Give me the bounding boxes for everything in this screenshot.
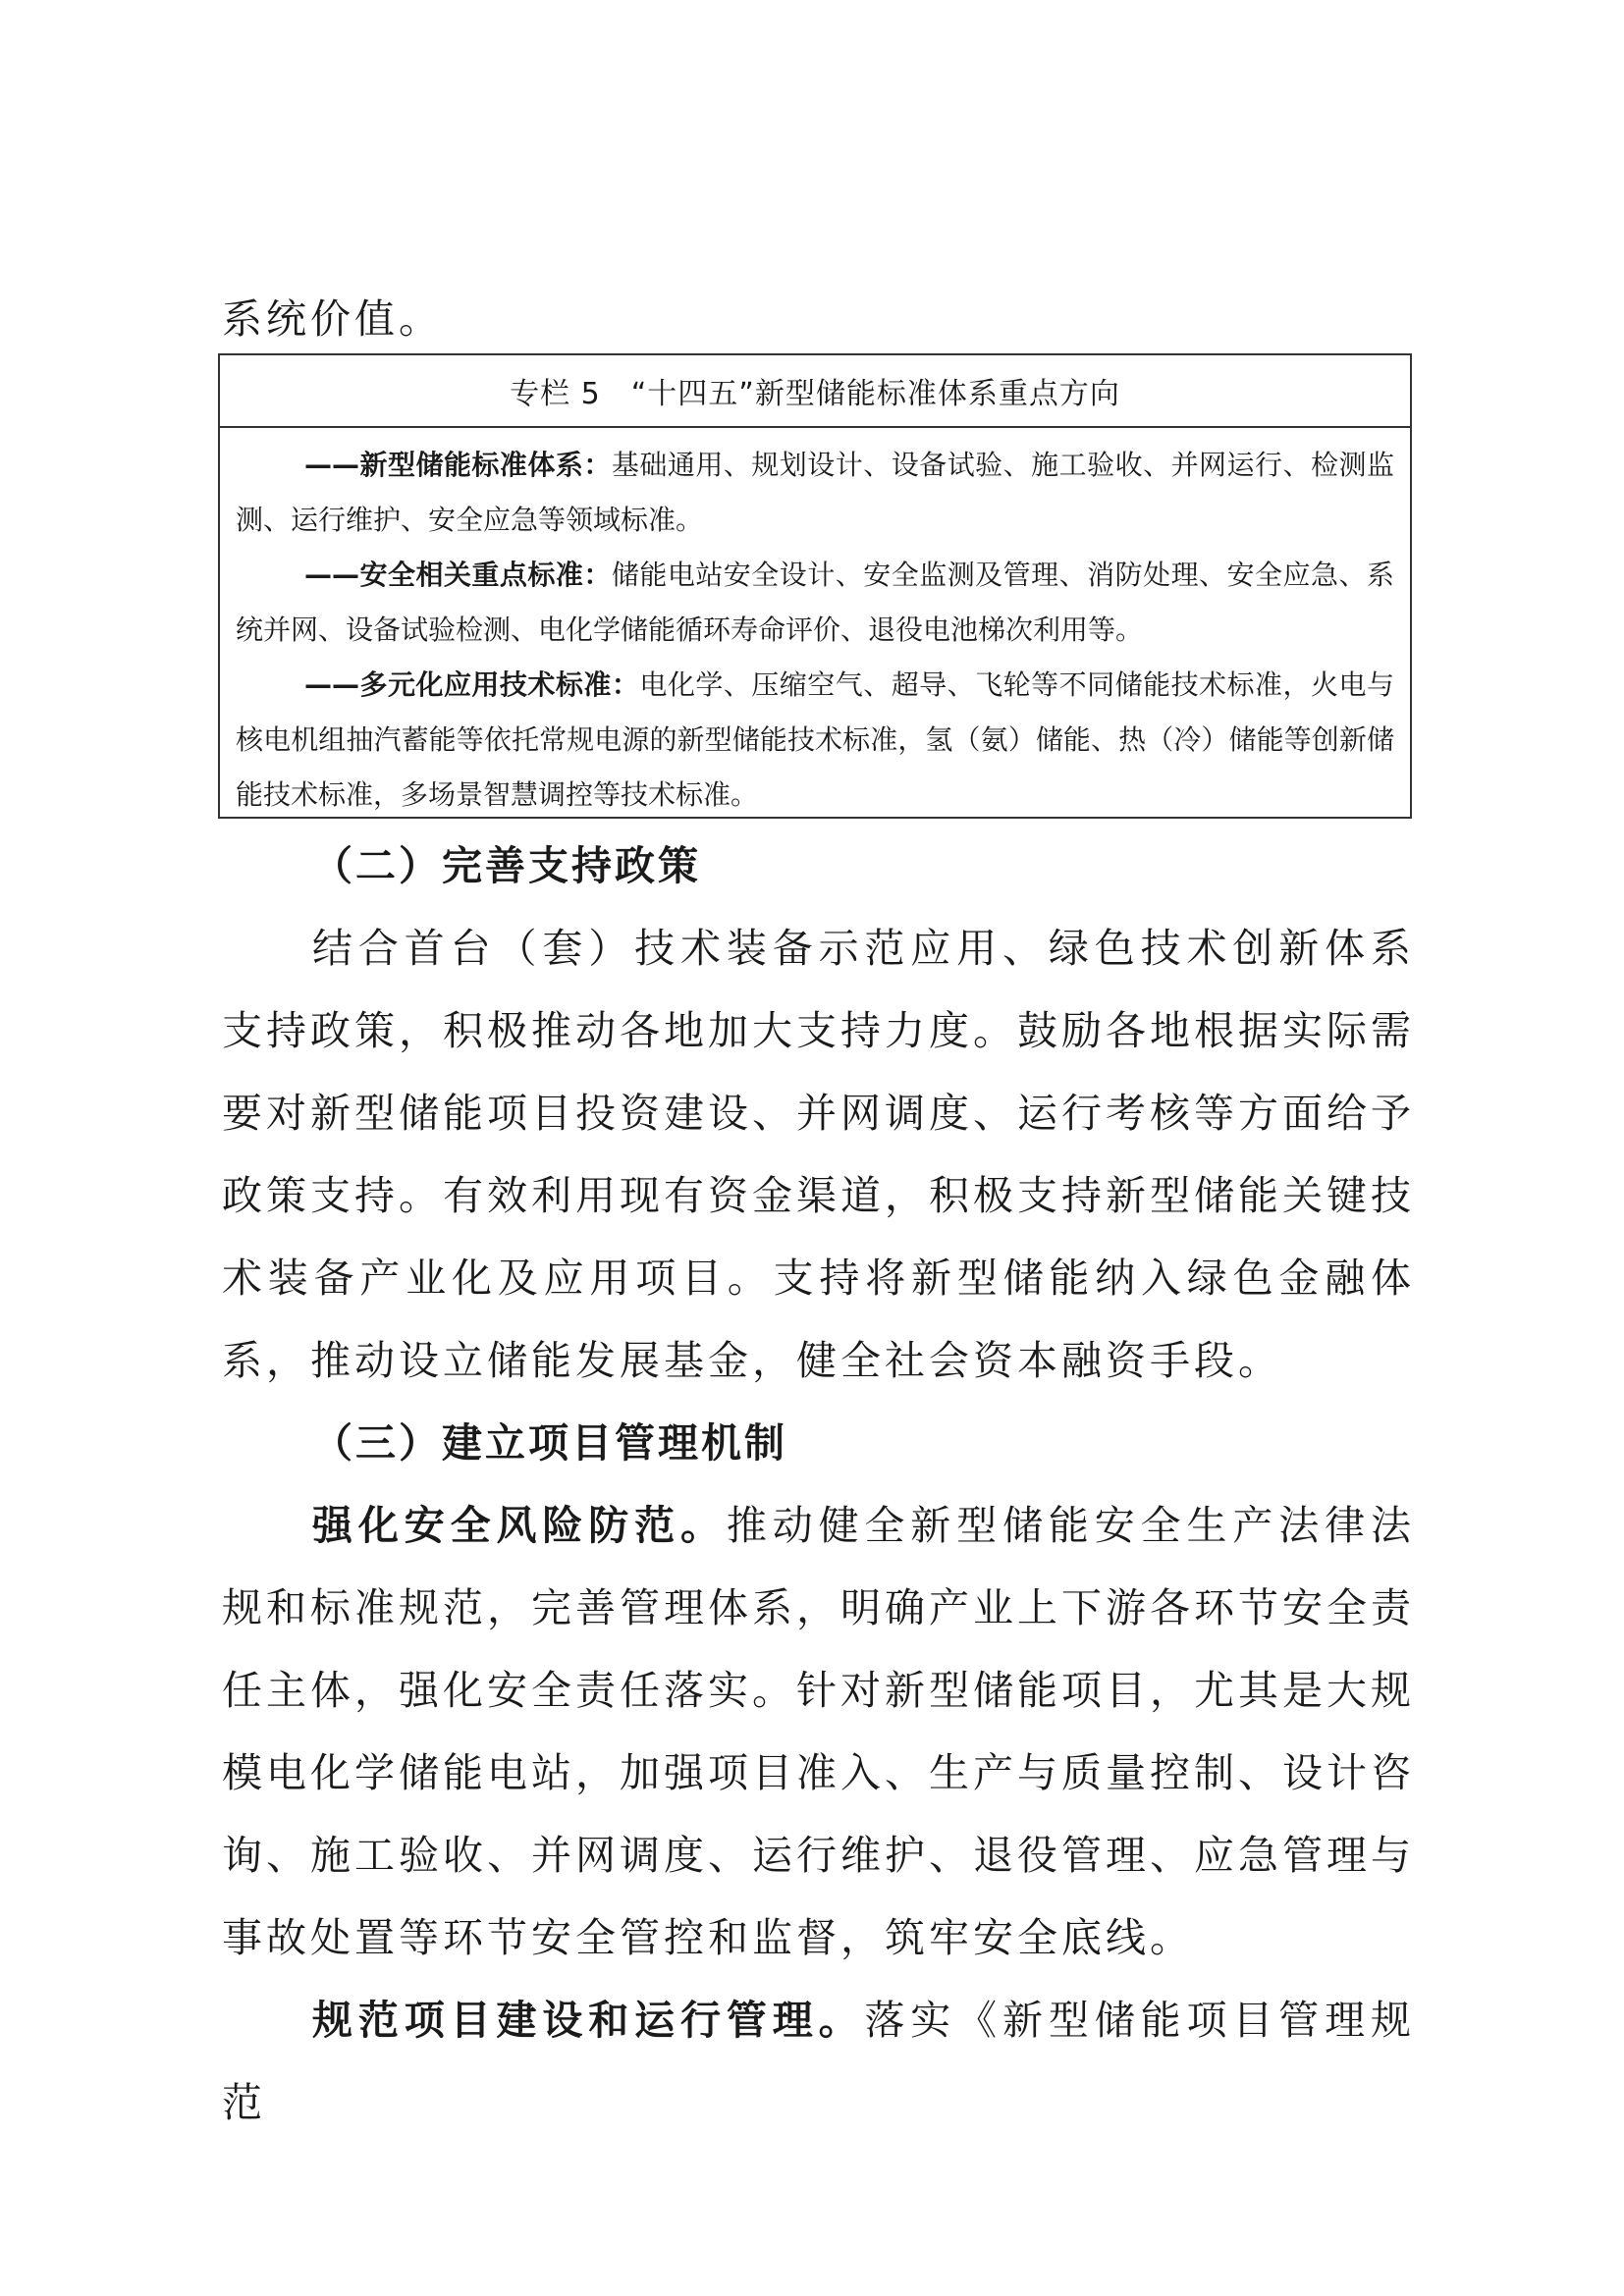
box-item-lead: ——安全相关重点标准： [304,559,612,591]
box-item-text: 储能电站安全设计、安全监测及管理、消防处理、安全应急、系统并网、设备试验检测、电化学储能循环寿命评价、退役电池梯次利用等。 [236,559,1394,646]
paragraph-support-policy: 结合首台（套）技术装备示范应用、绿色技术创新体系支持政策，积极推动各地加大支持力度。鼓励各地根据实际需要对新型储能项目投资建设、并网调度、运行考核等方面给予政策支持。有效利用现有资金渠道，积极支持新型储能关键技术装备产业化及应用项目。支持将新型储能纳入绿色金融体系，推动设立储能发展基金，健全社会资本融资手段。 [222,925,1415,1384]
box-item-lead: ——多元化应用技术标准： [304,668,640,701]
box-item-application-standards [236,658,1394,823]
paragraph-body: 落实《新型储能项目管理规范 [222,1997,1416,2126]
paragraph-safety-risk [222,1484,1415,1979]
section-heading-project-management: （三）建立项目管理机制 [312,1419,787,1467]
paragraph-lead: 规范项目建设和运行管理。 [312,1997,865,2044]
box-title: 专栏 5 “十四五”新型储能标准体系重点方向 [220,355,1410,428]
box-item-text: 电化学、压缩空气、超导、飞轮等不同储能技术标准，火电与核电机组抽汽蓄能等依托常规电源的新型储能技术标准，氢（氨）储能、热（冷）储能等创新储能技术标准，多场景智慧调控等技术标准。 [236,668,1394,811]
box-body [220,428,1410,823]
column-box [218,353,1412,819]
continuation-text: 系统价值。 [222,295,443,343]
paragraph-body: 推动健全新型储能安全生产法律法规和标准规范，完善管理体系，明确产业上下游各环节安全责任主体，强化安全责任落实。针对新型储能项目，尤其是大规模电化学储能电站，加强项目准入、生产与质量控制、设计咨询、施工验收、并网调度、运行维护、退役管理、应急管理与事故处置等环节安全管控和监督，筑牢安全底线。 [222,1502,1416,1961]
section-heading-support-policy: （二）完善支持政策 [312,842,701,889]
paragraph-construction-operation [222,1979,1415,2144]
box-item-standard-system [236,438,1394,548]
box-item-safety-standards [236,548,1394,658]
box-item-text: 基础通用、规划设计、设备试验、施工验收、并网运行、检测监测、运行维护、安全应急等领域标准。 [236,449,1394,536]
paragraph-lead: 强化安全风险防范。 [312,1502,727,1549]
box-item-lead: ——新型储能标准体系： [304,449,612,481]
